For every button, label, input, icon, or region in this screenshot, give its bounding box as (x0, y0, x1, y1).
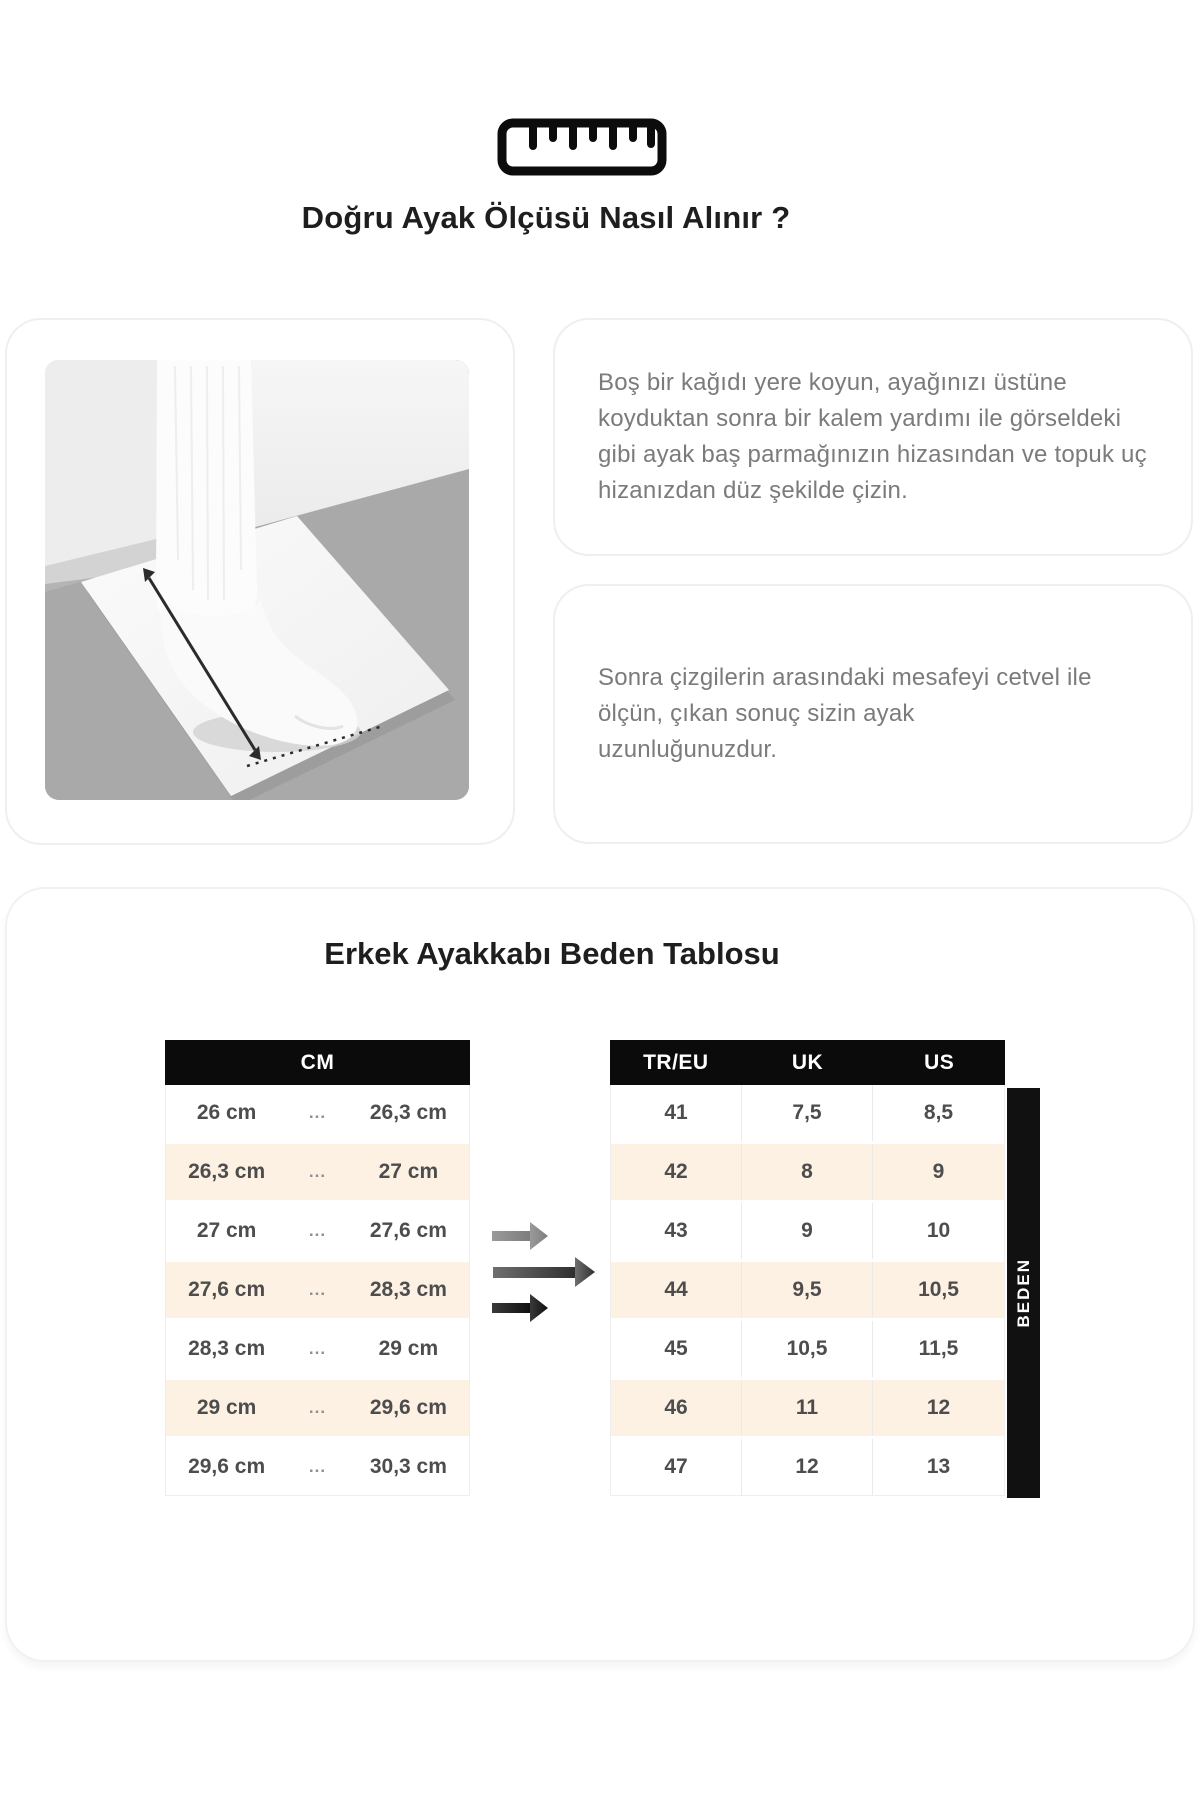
tr-eu-value: 45 (611, 1321, 742, 1377)
size-table-title: Erkek Ayakkabı Beden Tablosu (324, 936, 780, 971)
uk-value: 8 (742, 1144, 873, 1200)
intl-size-table-row (611, 1380, 1004, 1439)
uk-value: 9,5 (742, 1262, 873, 1318)
col-header-us: US (924, 1050, 955, 1074)
range-dots: ... (308, 1457, 327, 1476)
step1-box (553, 318, 1193, 556)
cm-from-value: 26,3 cm (188, 1160, 266, 1183)
step1-text: Boş bir kağıdı yere koyun, ayağınızı üstüne koyduktan sonra bir kalem yardımı ile görseldeki gibi ayak baş parmağınızın hizasından ve topuk uç hizanızdan düz şekilde çizin. (598, 369, 1147, 504)
cm-to-value: 29 cm (378, 1337, 439, 1360)
uk-value: 11 (742, 1380, 873, 1436)
intl-size-table-row (611, 1203, 1004, 1262)
us-value: 9 (932, 1160, 945, 1183)
us-value: 10,5 (918, 1278, 959, 1301)
us-value: 10 (926, 1219, 951, 1242)
step2-box (553, 584, 1193, 844)
intl-size-table-row (611, 1439, 1004, 1495)
tr-eu-value: 44 (611, 1262, 742, 1318)
cm-to-value: 30,3 cm (369, 1455, 447, 1478)
range-dots: ... (308, 1103, 327, 1122)
cm-table-row (166, 1085, 469, 1144)
cm-table-header (165, 1040, 470, 1085)
howto-title: Doğru Ayak Ölçüsü Nasıl Alınır ? (301, 200, 791, 235)
cm-from-value: 27 cm (196, 1219, 257, 1242)
beden-label: BEDEN (1013, 1258, 1033, 1328)
cm-table-row (166, 1144, 469, 1203)
cm-table-row (166, 1439, 469, 1495)
uk-value: 12 (742, 1439, 873, 1495)
intl-size-table-row (611, 1144, 1004, 1203)
col-header-tr-eu: TR/EU (643, 1050, 709, 1074)
mapping-arrows-icon (490, 1216, 600, 1322)
ruler-icon (497, 118, 667, 176)
cm-to-value: 29,6 cm (369, 1396, 447, 1419)
measurement-photo-card (5, 318, 515, 845)
range-dots: ... (308, 1162, 327, 1181)
tr-eu-value: 46 (611, 1380, 742, 1436)
beden-side-bar (1007, 1088, 1040, 1498)
step2-text: Sonra çizgilerin arasındaki mesafeyi cetvel ile ölçün, çıkan sonuç sizin ayak uzunluğunuzdur. (598, 664, 1092, 763)
cm-from-value: 26 cm (196, 1101, 257, 1124)
range-dots: ... (308, 1398, 327, 1417)
cm-header-label: CM (300, 1050, 335, 1074)
intl-size-table-row (611, 1262, 1004, 1321)
tr-eu-value: 43 (611, 1203, 742, 1259)
intl-size-table-rows (610, 1085, 1005, 1496)
foot-measurement-photo (45, 360, 469, 800)
intl-size-table (610, 1040, 1005, 1496)
cm-from-value: 28,3 cm (188, 1337, 266, 1360)
tr-eu-value: 41 (611, 1085, 742, 1141)
intl-size-table-row (611, 1085, 1004, 1144)
uk-value: 7,5 (742, 1085, 873, 1141)
cm-table-row (166, 1203, 469, 1262)
us-value: 13 (926, 1455, 951, 1478)
us-value: 8,5 (923, 1101, 954, 1124)
cm-table-row (166, 1321, 469, 1380)
col-header-uk: UK (791, 1050, 824, 1074)
intl-size-table-header (610, 1040, 1005, 1085)
uk-value: 10,5 (742, 1321, 873, 1377)
us-value: 12 (926, 1396, 951, 1419)
tr-eu-value: 47 (611, 1439, 742, 1495)
cm-to-value: 27,6 cm (369, 1219, 447, 1242)
cm-from-value: 29,6 cm (188, 1455, 266, 1478)
range-dots: ... (308, 1280, 327, 1299)
cm-from-value: 27,6 cm (188, 1278, 266, 1301)
cm-table-row (166, 1262, 469, 1321)
cm-table-row (166, 1380, 469, 1439)
uk-value: 9 (742, 1203, 873, 1259)
cm-to-value: 28,3 cm (369, 1278, 447, 1301)
cm-table-rows (165, 1085, 470, 1496)
cm-to-value: 26,3 cm (369, 1101, 447, 1124)
range-dots: ... (308, 1221, 327, 1240)
tr-eu-value: 42 (611, 1144, 742, 1200)
cm-from-value: 29 cm (196, 1396, 257, 1419)
us-value: 11,5 (918, 1337, 959, 1360)
cm-table (165, 1040, 470, 1496)
cm-to-value: 27 cm (378, 1160, 439, 1183)
range-dots: ... (308, 1339, 327, 1358)
intl-size-table-row (611, 1321, 1004, 1380)
